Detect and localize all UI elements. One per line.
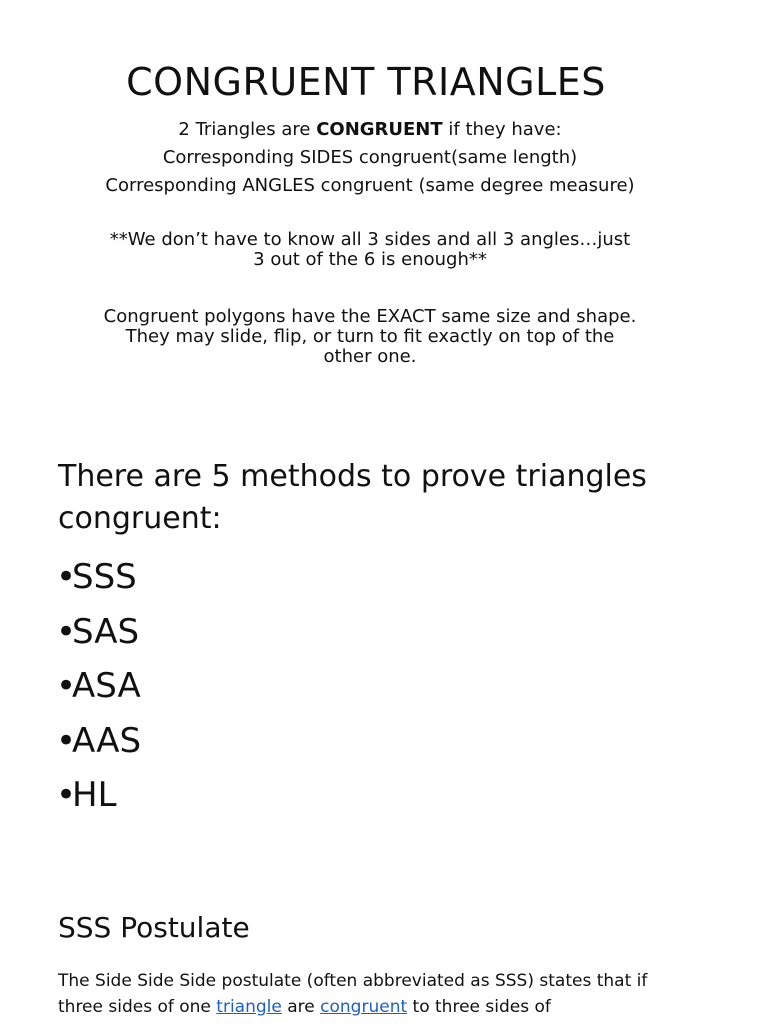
sss-line-2-prefix: three sides of one [58,997,217,1017]
bullet-icon: • [56,720,77,761]
note-line-1: **We don’t have to know all 3 sides and all 3 angles…just [109,229,631,250]
polygons-paragraph [0,307,740,367]
note-line-2: 3 out of the 6 is enough** [253,249,487,270]
polygons-line-1: Congruent polygons have the EXACT same size and shape. [103,306,637,327]
intro-line-2: Corresponding SIDES congruent(same length) [162,147,578,168]
methods-list [56,550,141,823]
method-asa: ASA [72,666,141,706]
sss-line-2-mid: are [281,997,321,1017]
polygons-line-2: They may slide, flip, or turn to fit exactly on top of the [125,326,615,347]
congruent-link[interactable]: congruent [320,997,408,1017]
triangle-link[interactable]: triangle [216,997,282,1017]
intro-definition [0,116,740,200]
sss-line-2-suffix: to three sides of [407,997,551,1017]
method-sas: SAS [72,611,140,652]
list-item [56,550,141,605]
polygons-line-3: other one. [323,346,417,367]
list-item [56,659,141,714]
note-paragraph [0,230,740,270]
method-hl: HL [72,775,117,815]
list-item [56,605,141,660]
sss-postulate-heading: SSS Postulate [58,911,250,944]
methods-heading-line-2: congruent: [58,501,222,536]
sss-line-2 [58,994,748,1020]
bullet-icon: • [56,557,77,597]
bullet-icon: • [56,666,77,706]
sss-line-1: The Side Side Side postulate (often abbreviated as SSS) states that if [58,971,648,991]
intro-line-1-prefix: 2 Triangles are [178,119,317,140]
intro-line-1 [0,116,740,144]
page-title: CONGRUENT TRIANGLES [126,60,606,104]
bullet-icon: • [56,611,77,652]
intro-line-1-suffix: if they have: [442,119,562,140]
list-item [56,768,141,823]
methods-heading [58,456,698,540]
bullet-icon: • [56,775,77,815]
methods-heading-line-1: There are 5 methods to prove triangles [58,459,647,494]
intro-line-3: Corresponding ANGLES congruent (same degree measure) [105,175,635,196]
method-sss: SSS [72,557,137,597]
sss-postulate-body [58,968,748,1020]
congruent-emphasis: CONGRUENT [316,119,443,140]
method-aas: AAS [72,720,142,761]
list-item [56,714,141,769]
